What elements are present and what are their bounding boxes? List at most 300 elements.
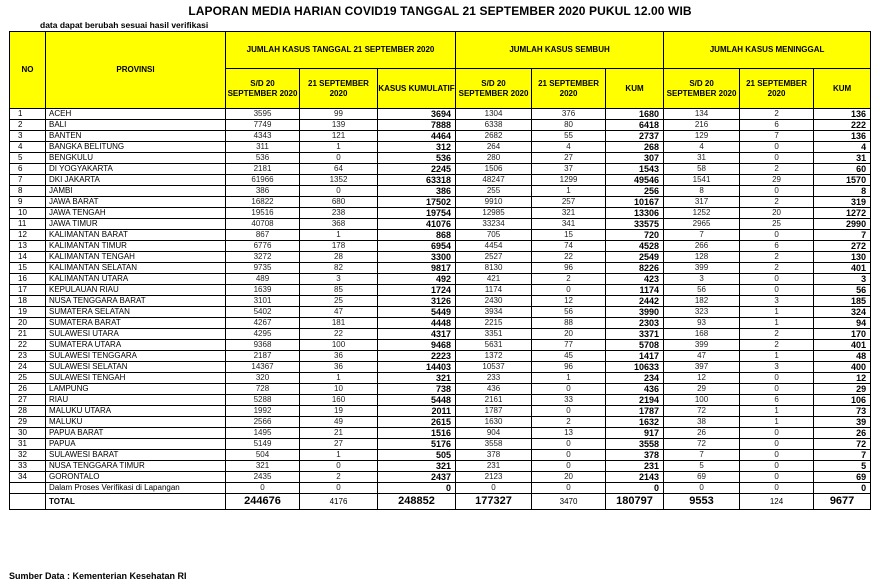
meninggal-kum-cell: 272 [814, 241, 871, 252]
meninggal-sd20-cell: 56 [664, 285, 740, 296]
meninggal-kum-cell: 222 [814, 120, 871, 131]
meninggal-kum-cell: 3 [814, 274, 871, 285]
sembuh-sd20-cell: 421 [456, 274, 532, 285]
table-row [10, 252, 871, 263]
meninggal-kum-cell: 1570 [814, 175, 871, 186]
meninggal-kum-cell: 170 [814, 329, 871, 340]
meninggal-sd20-cell: 317 [664, 197, 740, 208]
sembuh-kum-cell: 436 [606, 384, 664, 395]
meninggal-sd20-cell: 4 [664, 142, 740, 153]
kasus-kumulatif-cell: 7888 [378, 120, 456, 131]
meninggal-21sep-cell: 20 [740, 208, 814, 219]
sembuh-sd20-cell: 1506 [456, 164, 532, 175]
kasus-sd20-cell: 4267 [226, 318, 300, 329]
kasus-sd20-cell: 9735 [226, 263, 300, 274]
sembuh-21sep-cell: 2 [532, 274, 606, 285]
row-no-cell: 10 [10, 208, 46, 219]
sembuh-sd20-cell: 1372 [456, 351, 532, 362]
kasus-21sep-cell: 139 [300, 120, 378, 131]
kasus-sd20-cell: 5402 [226, 307, 300, 318]
sembuh-21sep-cell: 55 [532, 131, 606, 142]
kasus-kumulatif-cell: 2011 [378, 406, 456, 417]
meninggal-sd20-cell: 0 [664, 483, 740, 494]
kasus-sd20-cell: 2566 [226, 417, 300, 428]
row-no-cell: 6 [10, 164, 46, 175]
table-row [10, 285, 871, 296]
meninggal-21sep-cell: 0 [740, 285, 814, 296]
kasus-21sep-cell: 178 [300, 241, 378, 252]
row-no-cell: 29 [10, 417, 46, 428]
sembuh-21sep-cell: 20 [532, 472, 606, 483]
table-row [10, 131, 871, 142]
sembuh-kum-cell: 3371 [606, 329, 664, 340]
sembuh-sd20-cell: 705 [456, 230, 532, 241]
sembuh-sd20-cell: 1787 [456, 406, 532, 417]
sembuh-sd20-cell: 48247 [456, 175, 532, 186]
header-meninggal-kum: KUM [814, 69, 871, 109]
meninggal-sd20-cell: 7 [664, 450, 740, 461]
meninggal-sd20-cell: 182 [664, 296, 740, 307]
row-no-cell: 17 [10, 285, 46, 296]
province-name-cell: KEPULAUAN RIAU [46, 285, 226, 296]
table-row [10, 384, 871, 395]
kasus-sd20-cell: 5149 [226, 439, 300, 450]
sembuh-sd20-cell: 904 [456, 428, 532, 439]
sembuh-kum-cell: 1632 [606, 417, 664, 428]
table-row [10, 274, 871, 285]
kasus-sd20-cell: 2181 [226, 164, 300, 175]
total-kasus-sd20: 244676 [226, 494, 300, 510]
meninggal-sd20-cell: 168 [664, 329, 740, 340]
row-no-cell: 32 [10, 450, 46, 461]
kasus-21sep-cell: 25 [300, 296, 378, 307]
meninggal-21sep-cell: 0 [740, 274, 814, 285]
province-name-cell: KALIMANTAN SELATAN [46, 263, 226, 274]
kasus-21sep-cell: 100 [300, 340, 378, 351]
sembuh-21sep-cell: 1 [532, 373, 606, 384]
meninggal-21sep-cell: 2 [740, 197, 814, 208]
meninggal-21sep-cell: 0 [740, 142, 814, 153]
kasus-sd20-cell: 504 [226, 450, 300, 461]
meninggal-21sep-cell: 0 [740, 439, 814, 450]
meninggal-sd20-cell: 266 [664, 241, 740, 252]
sembuh-21sep-cell: 12 [532, 296, 606, 307]
row-no-cell: 1 [10, 109, 46, 120]
report-subtitle: data dapat berubah sesuai hasil verifikasi [40, 20, 209, 30]
data-source: Sumber Data : Kementerian Kesehatan RI [9, 571, 187, 581]
meninggal-kum-cell: 69 [814, 472, 871, 483]
sembuh-sd20-cell: 378 [456, 450, 532, 461]
meninggal-sd20-cell: 129 [664, 131, 740, 142]
kasus-21sep-cell: 1 [300, 230, 378, 241]
table-row [10, 307, 871, 318]
sembuh-kum-cell: 3558 [606, 439, 664, 450]
sembuh-sd20-cell: 2123 [456, 472, 532, 483]
header-group-meninggal: JUMLAH KASUS MENINGGAL [664, 32, 871, 69]
province-name-cell: NUSA TENGGARA TIMUR [46, 461, 226, 472]
meninggal-21sep-cell: 1 [740, 417, 814, 428]
sembuh-sd20-cell: 4454 [456, 241, 532, 252]
total-meninggal-kum: 9677 [814, 494, 871, 510]
table-row [10, 472, 871, 483]
table-row [10, 219, 871, 230]
sembuh-kum-cell: 8226 [606, 263, 664, 274]
row-no-cell: 31 [10, 439, 46, 450]
kasus-21sep-cell: 36 [300, 351, 378, 362]
kasus-kumulatif-cell: 9817 [378, 263, 456, 274]
table-row [10, 461, 871, 472]
meninggal-21sep-cell: 29 [740, 175, 814, 186]
meninggal-21sep-cell: 7 [740, 131, 814, 142]
row-no-cell: 26 [10, 384, 46, 395]
province-name-cell: KALIMANTAN UTARA [46, 274, 226, 285]
kasus-kumulatif-cell: 386 [378, 186, 456, 197]
meninggal-21sep-cell: 0 [740, 186, 814, 197]
meninggal-sd20-cell: 58 [664, 164, 740, 175]
header-no: NO [10, 32, 46, 109]
kasus-sd20-cell: 1992 [226, 406, 300, 417]
meninggal-kum-cell: 4 [814, 142, 871, 153]
row-no-cell: 13 [10, 241, 46, 252]
sembuh-kum-cell: 4528 [606, 241, 664, 252]
sembuh-21sep-cell: 77 [532, 340, 606, 351]
header-sembuh-sd20: S/D 20 SEPTEMBER 2020 [456, 69, 532, 109]
meninggal-kum-cell: 26 [814, 428, 871, 439]
row-no-cell: 15 [10, 263, 46, 274]
kasus-sd20-cell: 2187 [226, 351, 300, 362]
kasus-kumulatif-cell: 312 [378, 142, 456, 153]
meninggal-sd20-cell: 47 [664, 351, 740, 362]
sembuh-sd20-cell: 5631 [456, 340, 532, 351]
sembuh-kum-cell: 3990 [606, 307, 664, 318]
kasus-21sep-cell: 49 [300, 417, 378, 428]
province-name-cell: BALI [46, 120, 226, 131]
sembuh-21sep-cell: 1 [532, 186, 606, 197]
meninggal-kum-cell: 12 [814, 373, 871, 384]
sembuh-21sep-cell: 0 [532, 439, 606, 450]
kasus-kumulatif-cell: 6954 [378, 241, 456, 252]
sembuh-sd20-cell: 1174 [456, 285, 532, 296]
kasus-kumulatif-cell: 1516 [378, 428, 456, 439]
meninggal-sd20-cell: 100 [664, 395, 740, 406]
kasus-kumulatif-cell: 17502 [378, 197, 456, 208]
meninggal-21sep-cell: 1 [740, 307, 814, 318]
kasus-21sep-cell: 82 [300, 263, 378, 274]
province-name-cell: Dalam Proses Verifikasi di Lapangan [46, 483, 226, 494]
row-no-cell: 23 [10, 351, 46, 362]
meninggal-sd20-cell: 69 [664, 472, 740, 483]
kasus-kumulatif-cell: 5176 [378, 439, 456, 450]
row-no-cell: 4 [10, 142, 46, 153]
sembuh-sd20-cell: 2161 [456, 395, 532, 406]
kasus-sd20-cell: 7749 [226, 120, 300, 131]
meninggal-21sep-cell: 0 [740, 373, 814, 384]
kasus-21sep-cell: 21 [300, 428, 378, 439]
sembuh-sd20-cell: 9910 [456, 197, 532, 208]
row-no-cell: 33 [10, 461, 46, 472]
kasus-sd20-cell: 489 [226, 274, 300, 285]
sembuh-kum-cell: 5708 [606, 340, 664, 351]
kasus-sd20-cell: 61966 [226, 175, 300, 186]
sembuh-sd20-cell: 2682 [456, 131, 532, 142]
kasus-kumulatif-cell: 2615 [378, 417, 456, 428]
kasus-21sep-cell: 19 [300, 406, 378, 417]
meninggal-kum-cell: 136 [814, 131, 871, 142]
kasus-sd20-cell: 4343 [226, 131, 300, 142]
kasus-21sep-cell: 10 [300, 384, 378, 395]
total-kasus-kumulatif: 248852 [378, 494, 456, 510]
sembuh-sd20-cell: 233 [456, 373, 532, 384]
province-name-cell: BANTEN [46, 131, 226, 142]
sembuh-kum-cell: 1787 [606, 406, 664, 417]
table-row [10, 362, 871, 373]
meninggal-sd20-cell: 26 [664, 428, 740, 439]
kasus-kumulatif-cell: 63318 [378, 175, 456, 186]
kasus-kumulatif-cell: 505 [378, 450, 456, 461]
sembuh-sd20-cell: 6338 [456, 120, 532, 131]
sembuh-sd20-cell: 3934 [456, 307, 532, 318]
table-row [10, 439, 871, 450]
sembuh-sd20-cell: 33234 [456, 219, 532, 230]
kasus-sd20-cell: 867 [226, 230, 300, 241]
sembuh-kum-cell: 6418 [606, 120, 664, 131]
province-name-cell: SULAWESI UTARA [46, 329, 226, 340]
header-provinsi: PROVINSI [46, 32, 226, 109]
kasus-kumulatif-cell: 0 [378, 483, 456, 494]
sembuh-21sep-cell: 0 [532, 461, 606, 472]
row-no-cell: 24 [10, 362, 46, 373]
kasus-21sep-cell: 27 [300, 439, 378, 450]
sembuh-21sep-cell: 13 [532, 428, 606, 439]
province-name-cell: JAWA TIMUR [46, 219, 226, 230]
meninggal-sd20-cell: 7 [664, 230, 740, 241]
total-meninggal-21sep: 124 [740, 494, 814, 510]
sembuh-sd20-cell: 3351 [456, 329, 532, 340]
sembuh-kum-cell: 33575 [606, 219, 664, 230]
kasus-sd20-cell: 4295 [226, 329, 300, 340]
sembuh-kum-cell: 256 [606, 186, 664, 197]
sembuh-21sep-cell: 33 [532, 395, 606, 406]
province-name-cell: NUSA TENGGARA BARAT [46, 296, 226, 307]
kasus-sd20-cell: 3272 [226, 252, 300, 263]
header-sembuh-kum: KUM [606, 69, 664, 109]
meninggal-kum-cell: 401 [814, 340, 871, 351]
table-row [10, 175, 871, 186]
total-row [10, 494, 871, 510]
sembuh-sd20-cell: 10537 [456, 362, 532, 373]
kasus-21sep-cell: 28 [300, 252, 378, 263]
table-row [10, 483, 871, 494]
meninggal-21sep-cell: 6 [740, 120, 814, 131]
sembuh-kum-cell: 231 [606, 461, 664, 472]
sembuh-21sep-cell: 88 [532, 318, 606, 329]
sembuh-21sep-cell: 15 [532, 230, 606, 241]
sembuh-21sep-cell: 0 [532, 406, 606, 417]
table-row [10, 164, 871, 175]
sembuh-kum-cell: 234 [606, 373, 664, 384]
sembuh-sd20-cell: 2430 [456, 296, 532, 307]
kasus-sd20-cell: 9368 [226, 340, 300, 351]
sembuh-21sep-cell: 4 [532, 142, 606, 153]
meninggal-21sep-cell: 1 [740, 406, 814, 417]
kasus-sd20-cell: 321 [226, 461, 300, 472]
row-no-cell: 3 [10, 131, 46, 142]
sembuh-kum-cell: 2194 [606, 395, 664, 406]
total-meninggal-sd20: 9553 [664, 494, 740, 510]
sembuh-kum-cell: 2143 [606, 472, 664, 483]
row-no-cell: 34 [10, 472, 46, 483]
sembuh-sd20-cell: 255 [456, 186, 532, 197]
kasus-21sep-cell: 85 [300, 285, 378, 296]
header-meninggal-21sep: 21 SEPTEMBER 2020 [740, 69, 814, 109]
meninggal-sd20-cell: 2965 [664, 219, 740, 230]
province-name-cell: JAWA BARAT [46, 197, 226, 208]
meninggal-sd20-cell: 397 [664, 362, 740, 373]
kasus-kumulatif-cell: 2437 [378, 472, 456, 483]
kasus-sd20-cell: 536 [226, 153, 300, 164]
kasus-21sep-cell: 2 [300, 472, 378, 483]
header-sembuh-21sep: 21 SEPTEMBER 2020 [532, 69, 606, 109]
sembuh-kum-cell: 49546 [606, 175, 664, 186]
kasus-kumulatif-cell: 321 [378, 461, 456, 472]
table-row [10, 197, 871, 208]
row-no-cell: 7 [10, 175, 46, 186]
meninggal-21sep-cell: 0 [740, 428, 814, 439]
sembuh-21sep-cell: 2 [532, 417, 606, 428]
province-name-cell: SULAWESI TENGAH [46, 373, 226, 384]
table-row [10, 230, 871, 241]
meninggal-sd20-cell: 216 [664, 120, 740, 131]
kasus-21sep-cell: 0 [300, 461, 378, 472]
meninggal-21sep-cell: 2 [740, 329, 814, 340]
table-row [10, 263, 871, 274]
kasus-sd20-cell: 3595 [226, 109, 300, 120]
kasus-21sep-cell: 1 [300, 450, 378, 461]
meninggal-21sep-cell: 0 [740, 153, 814, 164]
sembuh-21sep-cell: 45 [532, 351, 606, 362]
kasus-sd20-cell: 1495 [226, 428, 300, 439]
kasus-kumulatif-cell: 19754 [378, 208, 456, 219]
meninggal-sd20-cell: 93 [664, 318, 740, 329]
province-name-cell: LAMPUNG [46, 384, 226, 395]
row-no-cell [10, 483, 46, 494]
sembuh-kum-cell: 10167 [606, 197, 664, 208]
header-group-kasus: JUMLAH KASUS TANGGAL 21 SEPTEMBER 2020 [226, 32, 456, 69]
kasus-kumulatif-cell: 536 [378, 153, 456, 164]
kasus-kumulatif-cell: 41076 [378, 219, 456, 230]
sembuh-kum-cell: 268 [606, 142, 664, 153]
table-row [10, 241, 871, 252]
meninggal-kum-cell: 8 [814, 186, 871, 197]
total-sembuh-sd20: 177327 [456, 494, 532, 510]
meninggal-kum-cell: 39 [814, 417, 871, 428]
kasus-kumulatif-cell: 321 [378, 373, 456, 384]
meninggal-21sep-cell: 0 [740, 450, 814, 461]
sembuh-sd20-cell: 1630 [456, 417, 532, 428]
sembuh-sd20-cell: 2215 [456, 318, 532, 329]
meninggal-21sep-cell: 0 [740, 483, 814, 494]
kasus-21sep-cell: 121 [300, 131, 378, 142]
sembuh-21sep-cell: 37 [532, 164, 606, 175]
table-row [10, 208, 871, 219]
total-kasus-21sep: 4176 [300, 494, 378, 510]
kasus-kumulatif-cell: 3126 [378, 296, 456, 307]
sembuh-kum-cell: 2442 [606, 296, 664, 307]
table-row [10, 296, 871, 307]
meninggal-21sep-cell: 3 [740, 296, 814, 307]
kasus-21sep-cell: 1352 [300, 175, 378, 186]
meninggal-sd20-cell: 3 [664, 274, 740, 285]
kasus-kumulatif-cell: 738 [378, 384, 456, 395]
province-name-cell: BANGKA BELITUNG [46, 142, 226, 153]
sembuh-21sep-cell: 22 [532, 252, 606, 263]
meninggal-sd20-cell: 38 [664, 417, 740, 428]
table-row [10, 406, 871, 417]
province-name-cell: SUMATERA BARAT [46, 318, 226, 329]
sembuh-21sep-cell: 1299 [532, 175, 606, 186]
meninggal-21sep-cell: 2 [740, 109, 814, 120]
row-no-cell: 11 [10, 219, 46, 230]
sembuh-kum-cell: 1174 [606, 285, 664, 296]
row-no-cell: 21 [10, 329, 46, 340]
sembuh-21sep-cell: 56 [532, 307, 606, 318]
kasus-kumulatif-cell: 9468 [378, 340, 456, 351]
province-name-cell: KALIMANTAN TENGAH [46, 252, 226, 263]
meninggal-21sep-cell: 3 [740, 362, 814, 373]
sembuh-kum-cell: 917 [606, 428, 664, 439]
table-row [10, 373, 871, 384]
province-name-cell: JAMBI [46, 186, 226, 197]
kasus-21sep-cell: 160 [300, 395, 378, 406]
kasus-kumulatif-cell: 1724 [378, 285, 456, 296]
province-name-cell: KALIMANTAN BARAT [46, 230, 226, 241]
meninggal-kum-cell: 7 [814, 230, 871, 241]
total-no-cell [10, 494, 46, 510]
sembuh-21sep-cell: 0 [532, 450, 606, 461]
meninggal-21sep-cell: 2 [740, 263, 814, 274]
table-row [10, 351, 871, 362]
header-kasus-sd20: S/D 20 SEPTEMBER 2020 [226, 69, 300, 109]
kasus-kumulatif-cell: 3300 [378, 252, 456, 263]
meninggal-sd20-cell: 1541 [664, 175, 740, 186]
row-no-cell: 14 [10, 252, 46, 263]
kasus-kumulatif-cell: 4317 [378, 329, 456, 340]
province-name-cell: RIAU [46, 395, 226, 406]
meninggal-kum-cell: 72 [814, 439, 871, 450]
sembuh-kum-cell: 1680 [606, 109, 664, 120]
sembuh-kum-cell: 423 [606, 274, 664, 285]
table-row [10, 318, 871, 329]
province-name-cell: MALUKU UTARA [46, 406, 226, 417]
meninggal-kum-cell: 29 [814, 384, 871, 395]
meninggal-sd20-cell: 29 [664, 384, 740, 395]
kasus-kumulatif-cell: 3694 [378, 109, 456, 120]
row-no-cell: 16 [10, 274, 46, 285]
kasus-kumulatif-cell: 5449 [378, 307, 456, 318]
kasus-sd20-cell: 3101 [226, 296, 300, 307]
sembuh-sd20-cell: 3558 [456, 439, 532, 450]
kasus-21sep-cell: 0 [300, 186, 378, 197]
sembuh-21sep-cell: 0 [532, 483, 606, 494]
header-kasus-21sep: 21 SEPTEMBER 2020 [300, 69, 378, 109]
province-name-cell: PAPUA [46, 439, 226, 450]
total-sembuh-kum: 180797 [606, 494, 664, 510]
meninggal-kum-cell: 324 [814, 307, 871, 318]
meninggal-21sep-cell: 0 [740, 384, 814, 395]
kasus-kumulatif-cell: 14403 [378, 362, 456, 373]
province-name-cell: SUMATERA UTARA [46, 340, 226, 351]
meninggal-21sep-cell: 25 [740, 219, 814, 230]
